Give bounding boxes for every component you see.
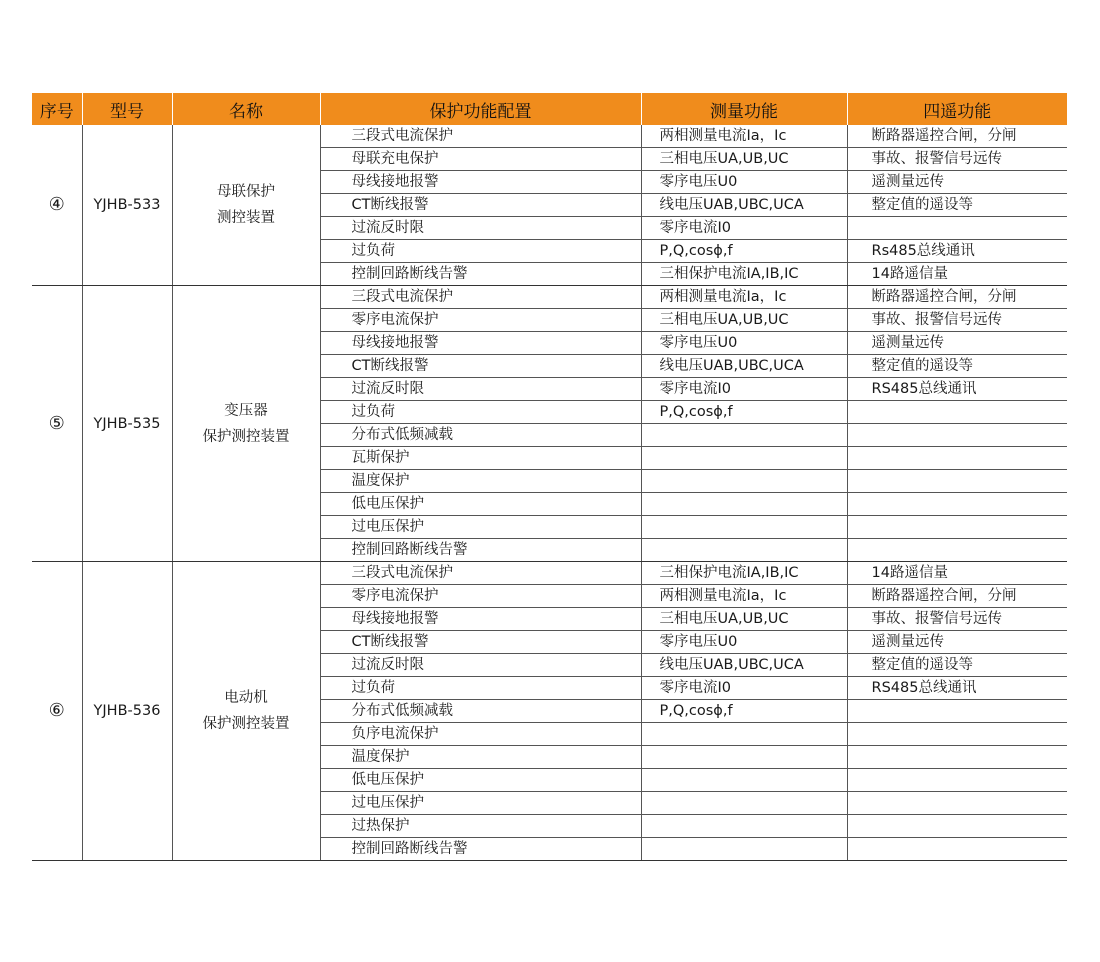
measurement-cell	[641, 792, 847, 815]
remote-cell: 整定值的遥设等	[847, 194, 1067, 217]
measurement-cell: 零序电流I0	[641, 378, 847, 401]
protection-cell: 分布式低频减载	[320, 700, 641, 723]
protection-cell: 过流反时限	[320, 217, 641, 240]
measurement-cell	[641, 424, 847, 447]
protection-cell: 母线接地报警	[320, 171, 641, 194]
measurement-cell: 两相测量电流Ia，Ic	[641, 286, 847, 309]
group-model: YJHB-535	[82, 286, 172, 562]
remote-cell: RS485总线通讯	[847, 378, 1067, 401]
protection-cell: 母线接地报警	[320, 332, 641, 355]
remote-cell: 整定值的遥设等	[847, 355, 1067, 378]
remote-cell: 遥测量远传	[847, 332, 1067, 355]
table-body	[32, 125, 1067, 861]
remote-cell: 遥测量远传	[847, 171, 1067, 194]
measurement-cell: 线电压UAB,UBC,UCA	[641, 355, 847, 378]
remote-cell	[847, 792, 1067, 815]
remote-cell: 断路器遥控合闸，分闸	[847, 286, 1067, 309]
protection-cell: 低电压保护	[320, 769, 641, 792]
group-model: YJHB-536	[82, 562, 172, 861]
group-name-line: 母联保护	[217, 184, 275, 200]
remote-cell	[847, 447, 1067, 470]
measurement-cell: 三相电压UA,UB,UC	[641, 608, 847, 631]
protection-cell: 分布式低频减载	[320, 424, 641, 447]
group-name	[172, 286, 320, 562]
protection-cell: 控制回路断线告警	[320, 838, 641, 861]
measurement-cell	[641, 815, 847, 838]
protection-cell: 过负荷	[320, 401, 641, 424]
protection-cell: 过负荷	[320, 677, 641, 700]
protection-cell: 过电压保护	[320, 792, 641, 815]
protection-cell: 母联充电保护	[320, 148, 641, 171]
group-name	[172, 125, 320, 286]
group-name-line: 保护测控装置	[202, 716, 290, 732]
remote-cell: 整定值的遥设等	[847, 654, 1067, 677]
measurement-cell	[641, 723, 847, 746]
measurement-cell	[641, 493, 847, 516]
header-measurement: 测量功能	[641, 93, 847, 125]
measurement-cell	[641, 769, 847, 792]
header-row	[32, 93, 1067, 125]
header-index: 序号	[32, 93, 82, 125]
group-index: ⑥	[32, 562, 82, 861]
remote-cell	[847, 838, 1067, 861]
remote-cell: 事故、报警信号远传	[847, 608, 1067, 631]
group-name-line: 电动机	[224, 690, 268, 706]
protection-cell: 控制回路断线告警	[320, 263, 641, 286]
measurement-cell: 两相测量电流Ia，Ic	[641, 125, 847, 148]
protection-cell: 低电压保护	[320, 493, 641, 516]
measurement-cell	[641, 470, 847, 493]
remote-cell	[847, 424, 1067, 447]
protection-cell: 过热保护	[320, 815, 641, 838]
measurement-cell: 两相测量电流Ia，Ic	[641, 585, 847, 608]
protection-cell: 母线接地报警	[320, 608, 641, 631]
protection-cell: CT断线报警	[320, 631, 641, 654]
protection-cell: CT断线报警	[320, 355, 641, 378]
remote-cell	[847, 470, 1067, 493]
group-name-line: 测控装置	[217, 210, 275, 226]
group-name	[172, 562, 320, 861]
remote-cell	[847, 539, 1067, 562]
protection-cell: 零序电流保护	[320, 585, 641, 608]
protection-cell: 温度保护	[320, 470, 641, 493]
remote-cell	[847, 401, 1067, 424]
protection-cell: 过流反时限	[320, 378, 641, 401]
remote-cell	[847, 493, 1067, 516]
header-remote: 四遥功能	[847, 93, 1067, 125]
group-name-line: 保护测控装置	[202, 428, 290, 445]
protection-cell: 过电压保护	[320, 516, 641, 539]
measurement-cell: 零序电压U0	[641, 631, 847, 654]
remote-cell: 事故、报警信号远传	[847, 309, 1067, 332]
measurement-cell	[641, 516, 847, 539]
remote-cell: 断路器遥控合闸，分闸	[847, 125, 1067, 148]
protection-cell: 零序电流保护	[320, 309, 641, 332]
remote-cell: Rs485总线通讯	[847, 240, 1067, 263]
remote-cell	[847, 700, 1067, 723]
protection-cell: 瓦斯保护	[320, 447, 641, 470]
table-row	[32, 562, 1067, 585]
protection-cell: 温度保护	[320, 746, 641, 769]
measurement-cell: 线电压UAB,UBC,UCA	[641, 654, 847, 677]
header-name: 名称	[172, 93, 320, 125]
measurement-cell: P,Q,cosϕ,f	[641, 240, 847, 263]
measurement-cell	[641, 838, 847, 861]
protection-cell: CT断线报警	[320, 194, 641, 217]
measurement-cell: 零序电流I0	[641, 677, 847, 700]
remote-cell: 事故、报警信号远传	[847, 148, 1067, 171]
measurement-cell	[641, 746, 847, 769]
table-header	[32, 93, 1067, 125]
measurement-cell	[641, 447, 847, 470]
measurement-cell: 三相电压UA,UB,UC	[641, 148, 847, 171]
protection-cell: 三段式电流保护	[320, 286, 641, 309]
remote-cell	[847, 815, 1067, 838]
remote-cell: 14路遥信量	[847, 263, 1067, 286]
measurement-cell: 三相电压UA,UB,UC	[641, 309, 847, 332]
table-row	[32, 286, 1067, 309]
remote-cell: 14路遥信量	[847, 562, 1067, 585]
protection-cell: 过负荷	[320, 240, 641, 263]
table-row	[32, 125, 1067, 148]
remote-cell: 遥测量远传	[847, 631, 1067, 654]
remote-cell	[847, 723, 1067, 746]
protection-cell: 三段式电流保护	[320, 562, 641, 585]
spec-table	[32, 93, 1067, 861]
measurement-cell: 零序电压U0	[641, 332, 847, 355]
measurement-cell: 线电压UAB,UBC,UCA	[641, 194, 847, 217]
remote-cell: RS485总线通讯	[847, 677, 1067, 700]
header-protection: 保护功能配置	[320, 93, 641, 125]
remote-cell	[847, 746, 1067, 769]
remote-cell	[847, 769, 1067, 792]
measurement-cell: 三相保护电流IA,IB,IC	[641, 263, 847, 286]
remote-cell: 断路器遥控合闸，分闸	[847, 585, 1067, 608]
measurement-cell: P,Q,cosϕ,f	[641, 401, 847, 424]
measurement-cell: 三相保护电流IA,IB,IC	[641, 562, 847, 585]
remote-cell	[847, 217, 1067, 240]
measurement-cell: 零序电压U0	[641, 171, 847, 194]
protection-cell: 控制回路断线告警	[320, 539, 641, 562]
header-model: 型号	[82, 93, 172, 125]
measurement-cell	[641, 539, 847, 562]
group-index: ⑤	[32, 286, 82, 562]
protection-cell: 三段式电流保护	[320, 125, 641, 148]
protection-cell: 负序电流保护	[320, 723, 641, 746]
group-index: ④	[32, 125, 82, 286]
measurement-cell: 零序电流I0	[641, 217, 847, 240]
remote-cell	[847, 516, 1067, 539]
group-model: YJHB-533	[82, 125, 172, 286]
group-name-line: 变压器	[224, 402, 268, 419]
protection-cell: 过流反时限	[320, 654, 641, 677]
measurement-cell: P,Q,cosϕ,f	[641, 700, 847, 723]
